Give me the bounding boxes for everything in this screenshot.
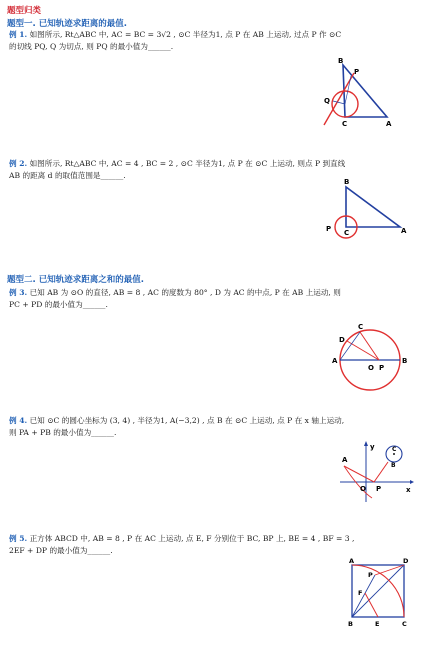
example-3-figure: [330, 320, 410, 395]
fig4-label-c: C: [392, 446, 397, 453]
segment-cp: [345, 76, 351, 104]
triangle-abc: [346, 187, 400, 227]
center-c: [393, 453, 395, 455]
example-1-figure: [310, 55, 410, 130]
fig4-label-x: x: [406, 486, 411, 494]
fig2-label-c: C: [344, 229, 350, 237]
example-2-line1: 如图所示, Rt△ABC 中, AC = 4 , BC = 2 , ⊙C 半径为1, 点 P 在 ⊙C 上运动, 则点 P 到直线: [29, 159, 346, 168]
example-4-label: 例 4.: [9, 416, 28, 425]
fig3-label-a: A: [332, 357, 338, 365]
fig3-label-d: D: [339, 336, 345, 344]
example-5-line1: 正方体 ABCD 中, AB = 8 , P 在 AC 上运动, 点 E, F 分别位于 BC, BP 上, BE = 4 , BF = 3 ,: [29, 534, 355, 543]
fig3-label-c: C: [358, 323, 364, 331]
fig5-label-f: F: [358, 589, 363, 597]
fig1-label-p: P: [354, 68, 360, 76]
type1-title: 题型一. 已知轨迹求距离的最值.: [7, 19, 127, 29]
fig2-label-p: P: [326, 225, 332, 233]
fig1-label-a: A: [386, 120, 392, 128]
fig1-label-q: Q: [324, 97, 330, 105]
example-1-line2: 的切线 PQ, Q 为切点, 则 PQ 的最小值为______.: [9, 41, 174, 51]
fig1-label-c: C: [342, 120, 348, 128]
example-3: [9, 287, 429, 310]
fig4-label-o: O: [360, 485, 366, 493]
example-2-label: 例 2.: [9, 159, 28, 168]
example-4-line2: 则 PA + PB 的最小值为______.: [9, 427, 117, 437]
fig5-label-b: B: [348, 620, 353, 628]
example-4-figure: [330, 440, 415, 505]
fig4-label-b: B: [391, 462, 396, 469]
segment-pd: [375, 565, 404, 575]
fig3-label-p: P: [379, 364, 385, 372]
fig2-label-a: A: [401, 227, 407, 235]
fig3-label-o: O: [368, 364, 374, 372]
example-4-line1: 已知 ⊙C 的圆心坐标为 (3, 4) , 半径为1, A(−3,2) , 点 B 在 ⊙C 上运动, 点 P 在 x 轴上运动,: [29, 416, 345, 425]
fig5-label-p: P: [368, 571, 373, 579]
example-1: [9, 29, 429, 52]
x-axis-arrow: [410, 480, 414, 484]
fig4-label-y: y: [370, 443, 375, 451]
y-axis-arrow: [364, 441, 368, 446]
example-5-figure: [340, 555, 415, 630]
fig4-label-a: A: [342, 456, 348, 464]
fig5-label-a: A: [349, 557, 355, 565]
example-3-line1: 已知 AB 为 ⊙O 的直径, AB = 8 , AC 的度数为 80° , D 为 AC 的中点, P 在 AB 上运动, 则: [29, 288, 341, 297]
example-5-line2: 2EF + DP 的最小值为______.: [9, 545, 113, 555]
triangle-abc: [343, 65, 387, 117]
page-title: 题型归类: [7, 6, 42, 16]
fig4-label-p: P: [376, 485, 382, 493]
fig1-label-b: B: [338, 57, 344, 65]
type2-title: 题型二. 已知轨迹求距离之和的最值.: [7, 275, 144, 285]
example-4: [9, 415, 429, 438]
fig5-label-e: E: [375, 620, 380, 628]
example-1-label: 例 1.: [9, 30, 28, 39]
example-3-line2: PC + PD 的最小值为______.: [9, 299, 108, 309]
fig5-label-d: D: [403, 557, 409, 565]
radius-cq: [333, 101, 345, 104]
segment-pc: [360, 332, 379, 360]
example-2-line2: AB 的距离 d 的取值范围是______.: [9, 170, 126, 180]
segment-bp: [352, 575, 375, 617]
example-1-line1: 如图所示, Rt△ABC 中, AC = BC = 3√2 , ⊙C 半径为1, 点 P 在 AB 上运动, 过点 P 作 ⊙C: [29, 30, 342, 39]
example-2-figure: [320, 175, 410, 240]
segment-fe: [365, 593, 378, 617]
example-5-label: 例 5.: [9, 534, 28, 543]
fig3-label-b: B: [402, 357, 408, 365]
fig5-label-c: C: [402, 620, 407, 628]
fig2-label-b: B: [344, 178, 350, 186]
example-3-label: 例 3.: [9, 288, 28, 297]
example-5: [9, 533, 429, 556]
